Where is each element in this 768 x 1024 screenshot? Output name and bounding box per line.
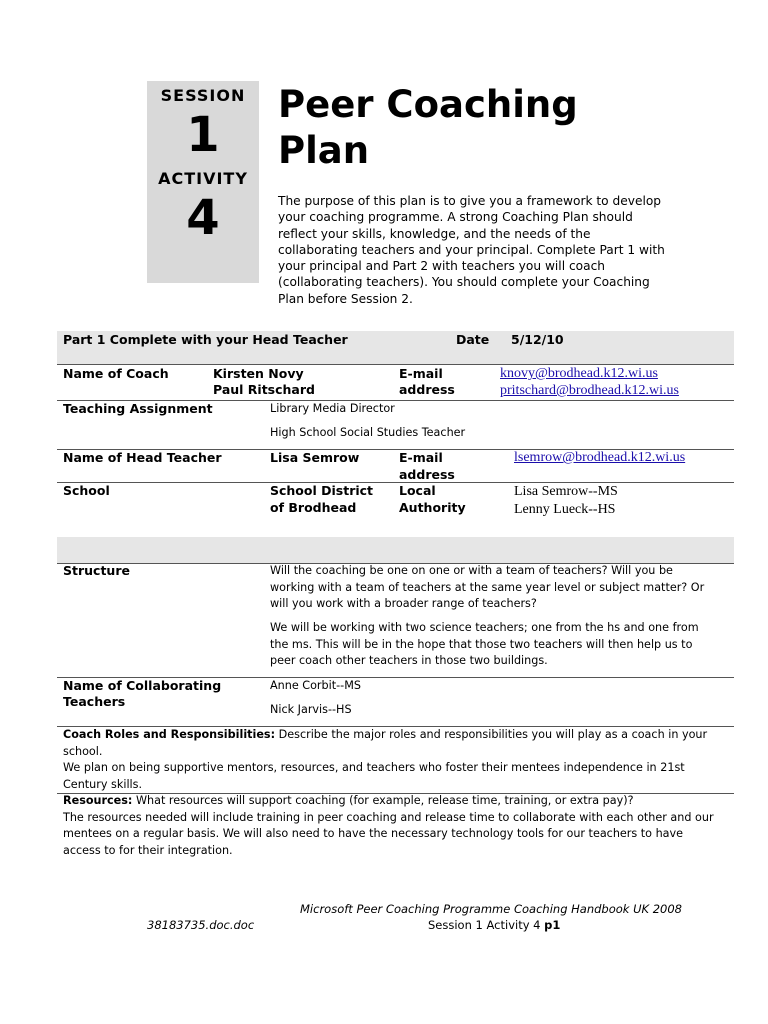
school-value: School District [270,483,374,498]
resources-answer-line: mentees on a regular basis. We will also need to have the necessary technology tools for our teachers to have [63,827,684,840]
intro-line: collaborating teachers and your principal. Complete Part 1 with [278,242,665,257]
intro-line: (collaborating teachers). You should complete your Coaching [278,275,650,290]
coach-name: Kirsten Novy [213,366,304,381]
resources-answer-line: The resources needed will include training in peer coaching and release time to collaborate with each other and our [63,810,714,824]
structure-label: Structure [63,563,130,578]
collaborating-name: Anne Corbit--MS [270,679,361,692]
school-value: of Brodhead [270,500,357,515]
authority-value: Lenny Lueck--HS [514,502,616,517]
collaborating-name: Nick Jarvis--HS [270,703,352,716]
footer-filename: 38183735.doc.doc [147,918,255,932]
page-title [278,82,718,174]
roles-answer-line: Century skills. [63,777,143,791]
structure-answer-line: We will be working with two science teachers; one from the hs and one from [270,621,699,634]
email-label: E-mail [399,366,443,381]
activity-number: 4 [186,190,220,246]
activity-label: ACTIVITY [158,169,248,188]
head-teacher-name: Lisa Semrow [270,450,360,465]
title-line-2: Plan [278,129,370,172]
email-label: E-mail [399,450,443,465]
coach-label: Name of Coach [63,366,169,381]
teaching-value: Library Media Director [270,402,395,415]
structure-answer-line: peer coach other teachers in those two buildings. [270,654,548,667]
coach-email-link[interactable]: knovy@brodhead.k12.wi.us [500,366,658,381]
coach-email-link[interactable]: pritschard@brodhead.k12.wi.us [500,383,679,398]
footer-handbook: Microsoft Peer Coaching Programme Coaching Handbook UK 2008 [300,902,682,916]
date-value: 5/12/10 [511,332,564,347]
coach-name: Paul Ritschard [213,382,315,397]
resources-question: What resources will support coaching (for example, release time, training, or extra pay)? [132,794,634,807]
intro-line: reflect your skills, knowledge, and the needs of the [278,226,591,241]
session-activity-box [147,81,259,283]
intro-line: Plan before Session 2. [278,291,413,306]
head-teacher-email-link[interactable]: lsemrow@brodhead.k12.wi.us [514,450,686,465]
part2-header-bar [57,537,734,564]
intro-line: your coaching programme. A strong Coaching Plan should [278,210,633,225]
structure-question-line: working with a team of teachers at the same year level or subject matter? Or [270,580,705,594]
email-label: address [399,382,455,397]
session-label: SESSION [160,86,246,105]
email-label: address [399,467,455,482]
collaborating-label: Name of Collaborating [63,678,222,693]
part1-heading: Part 1 Complete with your Head Teacher [63,332,348,347]
intro-line: your principal and Part 2 with teachers you will coach [278,259,606,274]
session-number: 1 [186,107,220,163]
footer-page-number: p1 [544,918,561,932]
row-divider [57,482,734,483]
structure-answer [270,620,730,670]
intro-paragraph [278,193,688,307]
collaborating-label: Teachers [63,694,126,709]
authority-label: Local [399,483,436,498]
roles-section [63,727,733,793]
resources-section [63,793,733,859]
school-label: School [63,483,110,498]
resources-label: Resources: [63,794,133,807]
roles-question: Describe the major roles and responsibilities you will play as a coach in your [275,728,708,741]
authority-label: Authority [399,500,466,515]
teaching-value: High School Social Studies Teacher [270,426,466,439]
structure-question-line: Will the coaching be one on one or with a team of teachers? Will you be [270,564,673,577]
footer-page-ref [428,918,560,932]
structure-question-line: will you work with a broader range of teachers? [270,597,537,610]
structure-question [270,563,730,613]
structure-answer-line: the ms. This will be in the hope that those two teachers will then help us to [270,637,693,651]
title-line-1: Peer Coaching [278,83,578,126]
roles-answer-line: We plan on being supportive mentors, resources, and teachers who foster their mentees independence in 21st [63,761,685,774]
intro-line: The purpose of this plan is to give you a framework to develop [278,194,662,208]
head-teacher-label: Name of Head Teacher [63,450,222,465]
footer-page-label: Session 1 Activity 4 [428,918,541,932]
teaching-label: Teaching Assignment [63,401,213,416]
authority-value: Lisa Semrow--MS [514,484,618,499]
date-label: Date [456,332,490,347]
roles-question: school. [63,744,103,758]
resources-answer-line: access to for their integration. [63,843,233,857]
roles-label: Coach Roles and Responsibilities: [63,728,276,741]
